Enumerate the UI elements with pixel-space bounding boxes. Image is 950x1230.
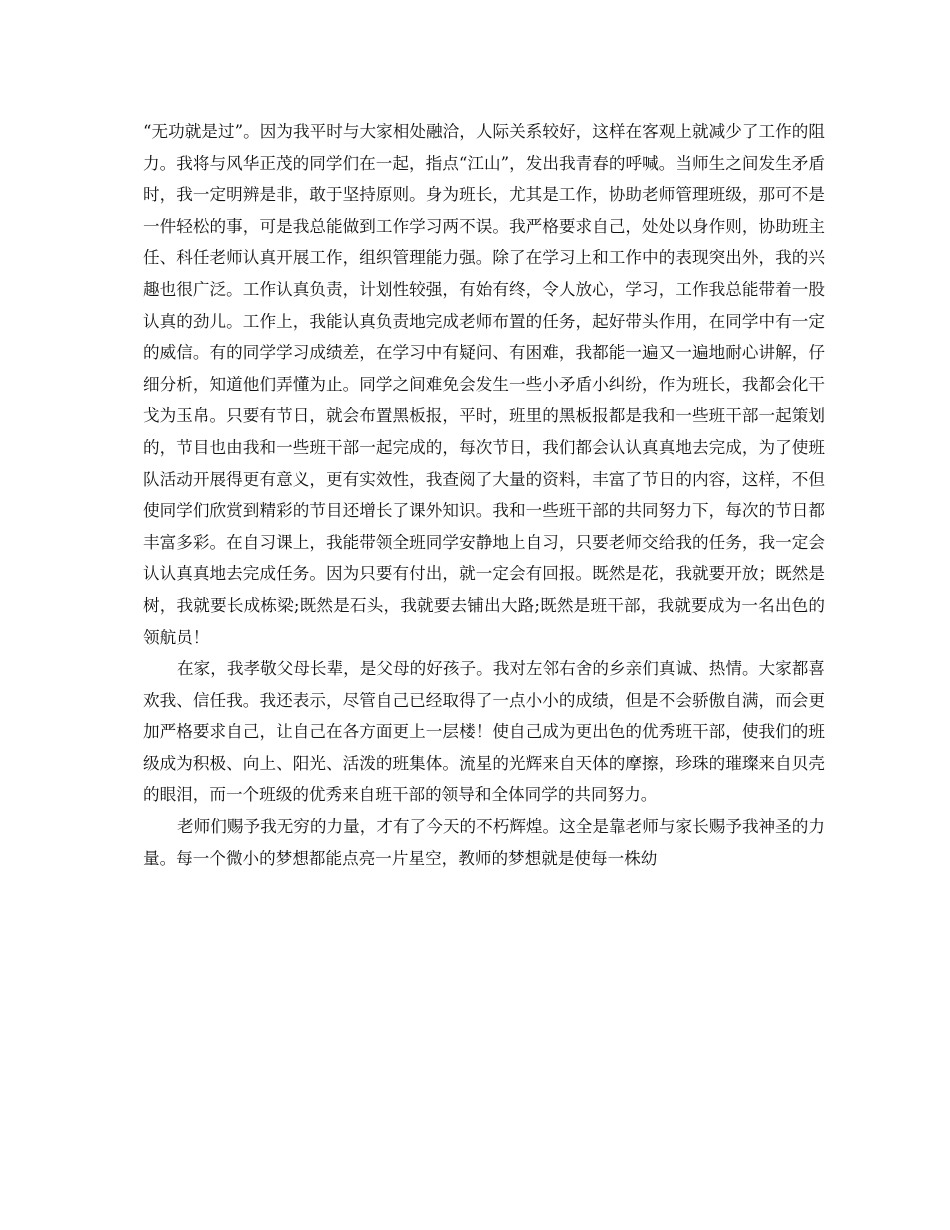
paragraph-2: 在家，我孝敬父母长辈，是父母的好孩子。我对左邻右舍的乡亲们真诚、热情。大家都喜欢我、信任我。我还表示，尽管自己已经取得了一点小小的成绩，但是不会骄傲自满，而会更加严格要求自己，让自己在各方面更上一层楼！使自己成为更出色的优秀班干部，使我们的班级成为积极、向上、阳光、活泼的班集体。流星的光辉来自天体的摩擦，珍珠的璀璨来自贝壳的眼泪，而一个班级的优秀来自班干部的领导和全体同学的共同努力。 [143, 659, 825, 805]
paragraph-1: “无功就是过”。因为我平时与大家相处融洽，人际关系较好，这样在客观上就减少了工作的阻力。我将与风华正茂的同学们在一起，指点“江山”，发出我青春的呼喊。当师生之间发生矛盾时，我一定明辨是非，敢于坚持原则。身为班长，尤其是工作，协助老师管理班级，那可不是一件轻松的事，可是我总能做到工作学习两不误。我严格要求自己，处处以身作则，协助班主任、科任老师认真开展工作，组织管理能力强。除了在学习上和工作中的表现突出外，我的兴趣也很广泛。工作认真负责，计划性较强，有始有终，令人放心，学习，工作我总能带着一股认真的劲儿。工作上，我能认真负责地完成老师布置的任务，起好带头作用，在同学中有一定的威信。有的同学学习成绩差，在学习中有疑问、有困难，我都能一遍又一遍地耐心讲解，仔细分析，知道他们弄懂为止。同学之间难免会发生一些小矛盾小纠纷，作为班长，我都会化干戈为玉帛。只要有节日，就会布置黑板报，平时，班里的黑板报都是我和一些班干部一起策划的，节目也由我和一些班干部一起完成的，每次节日，我们都会认认真真地去完成，为了使班队活动开展得更有意义，更有实效性，我查阅了大量的资料，丰富了节日的内容，这样，不但使同学们欣赏到精彩的节目还增长了课外知识。我和一些班干部的共同努力下，每次的节日都丰富多彩。在自习课上，我能带领全班同学安静地上自习，只要老师交给我的任务，我一定会认认真真地去完成任务。因为只要有付出，就一定会有回报。既然是花，我就要开放；既然是树，我就要长成栋梁;既然是石头，我就要去铺出大路;既然是班干部，我就要成为一名出色的领航员！ [143, 122, 825, 647]
paragraph-3: 老师们赐予我无穷的力量，才有了今天的不朽辉煌。这全是靠老师与家长赐予我神圣的力量。每一个微小的梦想都能点亮一片星空，教师的梦想就是使每一株幼 [143, 817, 825, 868]
document-body [143, 116, 825, 874]
